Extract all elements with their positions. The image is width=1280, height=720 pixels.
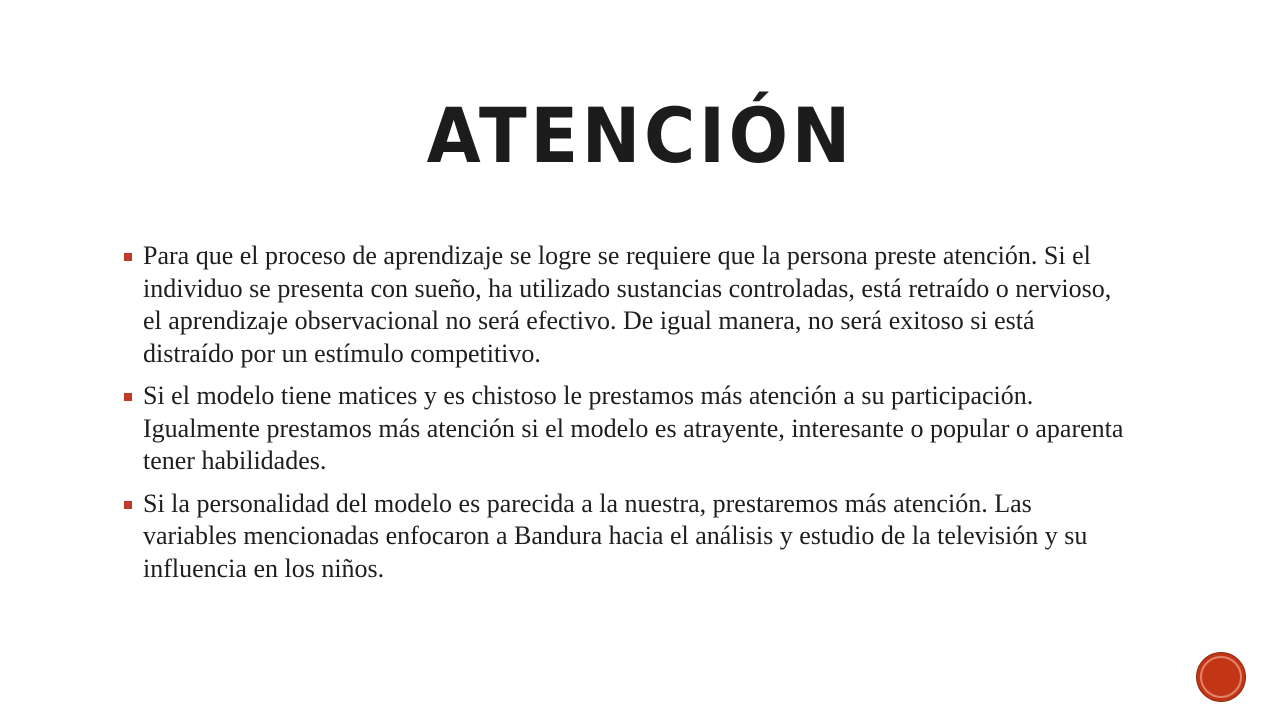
decorative-ring [1200,656,1242,698]
square-bullet-icon [124,501,132,509]
square-bullet-icon [124,253,132,261]
square-bullet-icon [124,393,132,401]
bullet-list [120,240,1130,585]
decorative-circle-icon [1197,653,1245,701]
bullet-item [120,488,1130,586]
bullet-item [120,240,1130,370]
bullet-text: Para que el proceso de aprendizaje se logre se requiere que la persona preste atención. Si el individuo se presenta con sueño, ha utilizado sustancias controladas, está retraído o nervioso, el aprendizaje observacional no será efectivo. De igual manera, no será exitoso si está distraído por un estímulo competitivo. [143,241,1112,368]
bullet-text: Si la personalidad del modelo es parecida a la nuestra, prestaremos más atención. Las variables mencionadas enfocaron a Bandura hacia el análisis y estudio de la televisión y su influencia en los niños. [143,488,1088,583]
bullet-text: Si el modelo tiene matices y es chistoso le prestamos más atención a su participación. Igualmente prestamos más atención si el modelo es atrayente, interesante o popular o aparenta tener habilidades. [143,381,1124,475]
slide-title: ATENCIÓN [426,91,854,180]
bullet-item [120,380,1130,478]
title-area [0,92,1280,180]
